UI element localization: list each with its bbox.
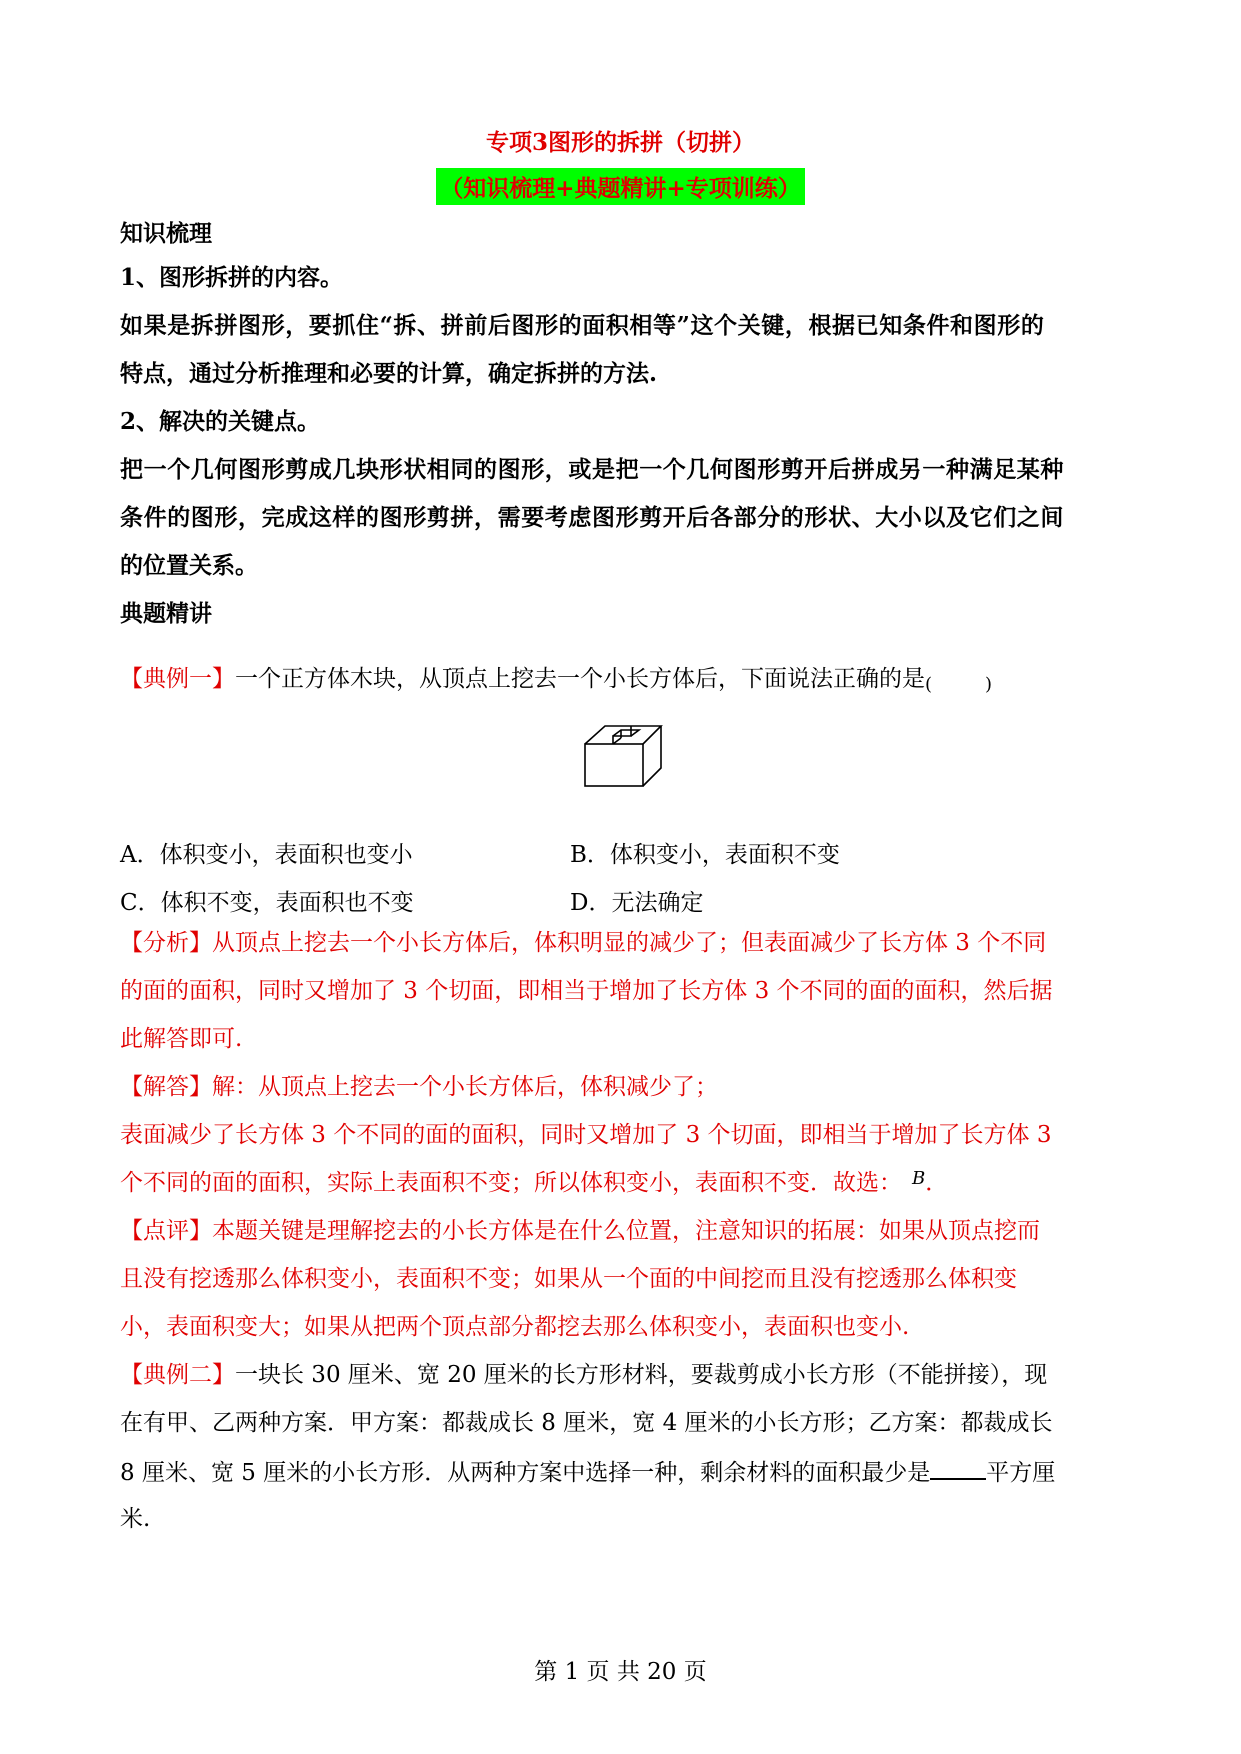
example2-text1: 一块长 30 厘米、宽 20 厘米的长方形材料，要裁剪成小长方形（不能拼接），现 (235, 1362, 1048, 1388)
subtitle-wrap (0, 168, 1241, 205)
comment-line2: 且没有挖透那么体积变小，表面积不变；如果从一个面的中间挖而且没有挖透那么体积变 (120, 1266, 1017, 1292)
comment-line3: 小，表面积变大；如果从把两个顶点部分都挖去那么体积变小，表面积也变小. (120, 1314, 910, 1340)
example2-text3b: 平方厘 (986, 1460, 1056, 1486)
knowledge-item1-title: 1、图形拆拼的内容。 (120, 264, 344, 291)
example2-line1 (120, 1364, 1047, 1387)
paren-open: ( (925, 674, 933, 695)
analysis-line2: 的面的面积，同时又增加了 3 个切面，即相当于增加了长方体 3 个不同的面的面积，然后据 (120, 978, 1053, 1004)
analysis-line1 (120, 932, 1046, 955)
answer-blank[interactable] (930, 1460, 986, 1480)
comment-line1 (120, 1220, 1040, 1243)
answer-choice: B (912, 1168, 926, 1189)
knowledge-heading: 知识梳理 (120, 220, 212, 247)
knowledge-item2-line3: 的位置关系。 (120, 552, 258, 579)
analysis-text1: 从顶点上挖去一个小长方体后，体积明显的减少了；但表面减少了长方体 3 个不同 (212, 930, 1047, 956)
answer-line1 (120, 1076, 718, 1099)
answer-line3 (120, 1168, 949, 1196)
page-title: 专项3图形的拆拼（切拼） (485, 129, 755, 156)
option-c: C．体积不变，表面积也不变 (120, 890, 414, 916)
answer-text3: 个不同的面的面积，实际上表面积不变；所以体积变小，表面积不变．故选： (120, 1170, 902, 1196)
example1-question (120, 666, 993, 695)
page-subtitle: （知识梳理+典题精讲+专项训练） (436, 168, 805, 205)
example2-line2: 在有甲、乙两种方案．甲方案：都裁成长 8 厘米，宽 4 厘米的小长方形；乙方案：都裁成长 (120, 1410, 1053, 1436)
knowledge-item1-line1: 如果是拆拼图形，要抓住“拆、拼前后图形的面积相等”这个关键，根据已知条件和图形的 (120, 312, 1045, 339)
example2-line3 (120, 1460, 1055, 1485)
example1-question-text: 一个正方体木块，从顶点上挖去一个小长方体后，下面说法正确的是 (235, 666, 925, 692)
page-footer: 第 1 页 共 20 页 (534, 1659, 707, 1685)
analysis-tag: 【分析】 (120, 930, 212, 956)
answer-text1: 解：从顶点上挖去一个小长方体后，体积减少了； (212, 1074, 718, 1100)
example2-text3a: 8 厘米、宽 5 厘米的小长方形．从两种方案中选择一种，剩余材料的面积最少是 (120, 1460, 931, 1486)
cube-figure (583, 724, 663, 788)
comment-tag: 【点评】 (120, 1218, 212, 1244)
example2-tag: 【典例二】 (120, 1362, 235, 1388)
answer-line2: 表面减少了长方体 3 个不同的面的面积，同时又增加了 3 个切面，即相当于增加了长方体 3 (120, 1122, 1052, 1148)
answer-tag: 【解答】 (120, 1074, 212, 1100)
comment-text1: 本题关键是理解挖去的小长方体是在什么位置，注意知识的拓展：如果从顶点挖而 (212, 1218, 1040, 1244)
option-a: A．体积变小，表面积也变小 (120, 842, 413, 868)
knowledge-item2-line1: 把一个几何图形剪成几块形状相同的图形，或是把一个几何图形剪开后拼成另一种满足某种 (120, 456, 1064, 483)
knowledge-item1-line2: 特点，通过分析推理和必要的计算，确定拆拼的方法. (120, 360, 658, 387)
example2-line4: 米. (120, 1506, 151, 1532)
option-d: D．无法确定 (570, 890, 704, 916)
knowledge-item2-line2: 条件的图形，完成这样的图形剪拼，需要考虑图形剪开后各部分的形状、大小以及它们之间 (120, 504, 1064, 531)
analysis-line3: 此解答即可. (120, 1026, 243, 1052)
knowledge-item2-title: 2、解决的关键点。 (120, 408, 321, 435)
option-b: B．体积变小，表面积不变 (570, 842, 840, 868)
paren-close: ) (985, 674, 993, 695)
examples-heading: 典题精讲 (120, 600, 212, 627)
example1-tag: 【典例一】 (120, 666, 235, 692)
answer-end: ． (925, 1170, 949, 1196)
